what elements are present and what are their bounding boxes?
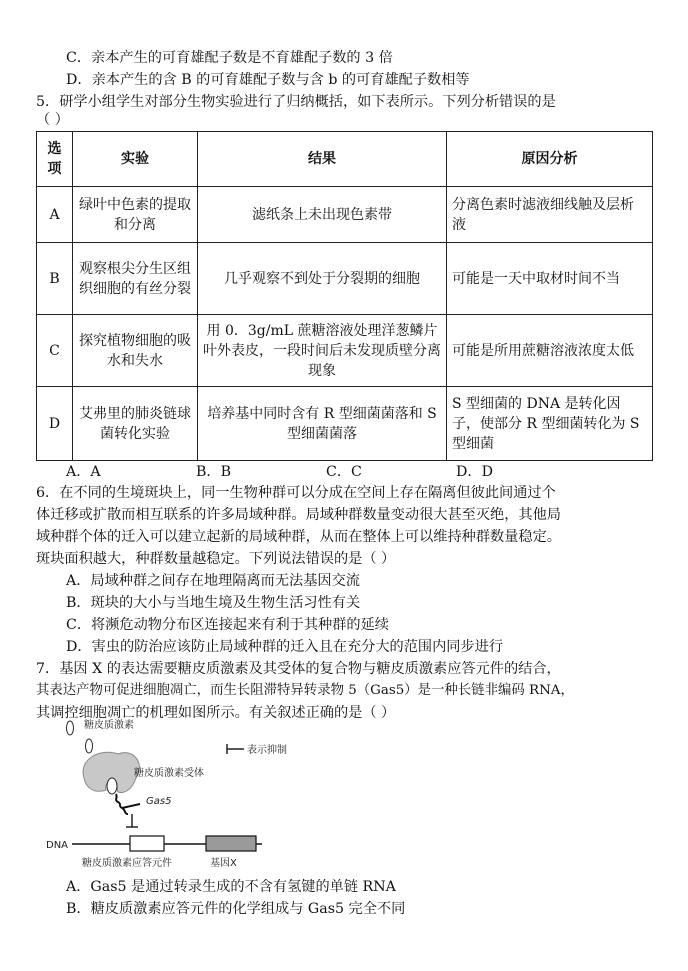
q5-choices (66, 462, 586, 482)
table-row (37, 243, 653, 315)
option-line-d: D．亲本产生的含 B 的可育雄配子数与含 b 的可育雄配子数相等 (66, 72, 470, 88)
q5-paren: （ ） (36, 112, 69, 128)
cell-result: 培养基中同时含有 R 型细菌菌落和 S 型细菌菌落 (198, 387, 447, 461)
choice-d: D．D (456, 464, 493, 480)
hormone-label: 糖皮质激素 (84, 720, 134, 731)
receptor-label: 糖皮质激素受体 (134, 768, 204, 779)
choice-b: B．B (196, 464, 232, 480)
choice-c: C．C (326, 464, 362, 480)
q6-option-a: A．局域种群之间存在地理隔离而无法基因交流 (66, 573, 360, 589)
header-option: 选项 (37, 132, 73, 187)
inhibit-label: 表示抑制 (247, 745, 287, 756)
gas5-mechanism-figure (44, 714, 344, 874)
response-element-box (130, 836, 164, 851)
q6-stem-line: 斑块面积越大，种群数量越稳定。下列说法错误的是（ ） (36, 551, 396, 567)
cell-option: C (37, 315, 73, 387)
cell-result: 用 0．3g/mL 蔗糖溶液处理洋葱鳞片叶外表皮，一段时间后未发现质壁分离现象 (198, 315, 447, 387)
table-row (37, 187, 653, 243)
gene-x-label: 基因X (210, 858, 237, 869)
cell-analysis: S 型细菌的 DNA 是转化因子，使部分 R 型细菌转化为 S 型细菌 (447, 387, 653, 461)
cell-analysis: 可能是一天中取材时间不当 (447, 243, 653, 315)
gas5-label: Gas5 (146, 796, 172, 807)
gene-x-box (206, 836, 256, 851)
header-result: 结果 (198, 132, 447, 187)
cell-experiment: 观察根尖分生区组织细胞的有丝分裂 (73, 243, 198, 315)
q7-stem-line: 其表达产物可促进细胞凋亡，而生长阻滞特异转录物 5（Gas5）是一种长链非编码 RNA， (36, 683, 574, 698)
q6-stem-line: 域种群个体的迁入可以建立起新的局域种群，从而在整体上可以维持种群数量稳定。 (36, 529, 561, 545)
gas5-rna-line (116, 794, 140, 808)
table-header-row (37, 132, 653, 187)
q7-option-a: A．Gas5 是通过转录生成的不含有氢键的单链 RNA (66, 879, 396, 895)
hormone-molecule-icon (86, 739, 93, 753)
cell-result: 滤纸条上未出现色素带 (198, 187, 447, 243)
q7-stem-line: 7．基因 X 的表达需要糖皮质激素及其受体的复合物与糖皮质激素应答元件的结合， (36, 661, 561, 677)
bound-hormone-icon (107, 778, 117, 794)
q5-table (36, 131, 653, 461)
cell-option: B (37, 243, 73, 315)
q6-stem-line: 体迁移或扩散而相互联系的许多局域种群。局域种群数量变动很大甚至灭绝，其他局 (36, 507, 561, 523)
cell-analysis: 可能是所用蔗糖溶液浓度太低 (447, 315, 653, 387)
header-experiment: 实验 (73, 132, 198, 187)
choice-a: A．A (66, 464, 101, 480)
cell-option: A (37, 187, 73, 243)
q7-stem-line: 其调控细胞凋亡的机理如图所示。有关叙述正确的是（ ） (36, 705, 396, 721)
cell-experiment: 探究植物细胞的吸水和失水 (73, 315, 198, 387)
q5-stem: 5．研学小组学生对部分生物实验进行了归纳概括，如下表所示。下列分析错误的是 (36, 94, 556, 110)
element-label: 糖皮质激素应答元件 (82, 858, 172, 869)
q7-option-b: B．糖皮质激素应答元件的化学组成与 Gas5 完全不同 (66, 901, 406, 917)
q6-option-d: D．害虫的防治应该防止局域种群的迁入且在充分大的范围内同步进行 (66, 639, 504, 655)
q6-option-b: B．斑块的大小与当地生境及生物生活习性有关 (66, 595, 361, 611)
hormone-molecule-icon (67, 721, 74, 735)
option-line-c: C．亲本产生的可育雄配子数是不育雄配子数的 3 倍 (66, 50, 393, 66)
table-row (37, 387, 653, 461)
q6-stem-line: 6．在不同的生境斑块上，同一生物种群可以分成在空间上存在隔离但彼此间通过个 (36, 485, 556, 501)
cell-result: 几乎观察不到处于分裂期的细胞 (198, 243, 447, 315)
table-row (37, 315, 653, 387)
header-analysis: 原因分析 (447, 132, 653, 187)
cell-analysis: 分离色素时滤液细线触及层析液 (447, 187, 653, 243)
cell-experiment: 绿叶中色素的提取和分离 (73, 187, 198, 243)
dna-label: DNA (46, 840, 69, 851)
cell-option: D (37, 387, 73, 461)
cell-experiment: 艾弗里的肺炎链球菌转化实验 (73, 387, 198, 461)
q6-option-c: C．将濒危动物分布区连接起来有利于其种群的延续 (66, 617, 389, 633)
